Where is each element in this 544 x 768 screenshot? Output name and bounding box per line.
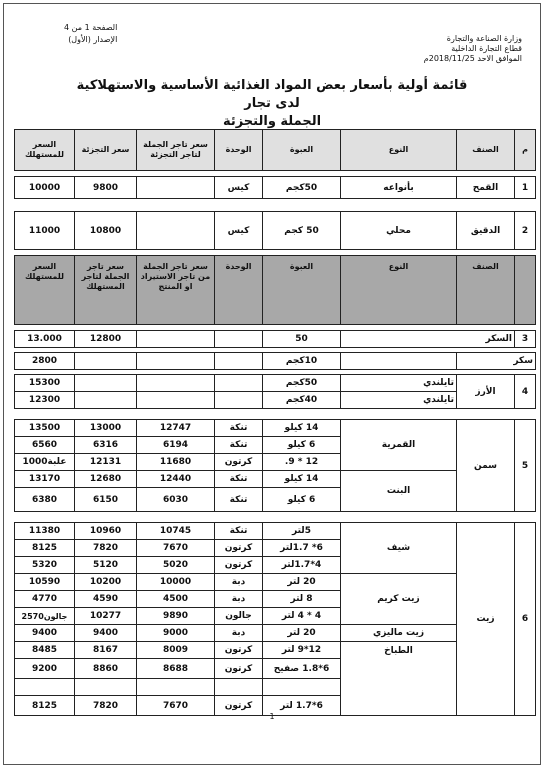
table-row: 13500 13000 12747 تنكة 14 كيلو القمرية سمن 5 xyxy=(15,420,536,437)
page-info xyxy=(64,22,117,46)
table-row: 13170 12680 12440 تنكة 14 كيلو البنت xyxy=(15,471,536,488)
table-row: 1000علبة 12131 11680 كرتون 12 * 9. xyxy=(15,454,536,471)
document-page xyxy=(3,3,541,765)
document-date: الموافق الاحد 2018/11/25م xyxy=(423,54,522,63)
sector-name: قطاع التجارة الداخلية xyxy=(451,44,522,53)
col-pack: العبوة xyxy=(263,130,341,171)
page-number: الصفحة 1 من 4 xyxy=(64,23,118,32)
table-row: 8485 8167 8009 كرتون 12*9 لتر الطباخ xyxy=(15,642,536,659)
title-line-1: قائمة أولية بأسعار بعض المواد الغذائية الأساسية والاستهلاكية لدى تجار xyxy=(76,78,468,111)
title-line-2: الجملة والتجزئة xyxy=(222,114,322,129)
table-row: 10590 10200 10000 دبة 20 لتر زيت كريم xyxy=(15,574,536,591)
price-table xyxy=(14,129,536,716)
table-row: 2570جالون 10277 9890 جالون 4 * 4 لتر xyxy=(15,608,536,625)
col-retail: سعر التجزئة xyxy=(75,130,137,171)
table-row: 6380 6150 6030 تنكة 6 كيلو xyxy=(15,488,536,512)
table-row: 8125 7820 7670 كرتون 6*1.7 لتر xyxy=(15,696,536,716)
col-consumer: السعر للمستهلك xyxy=(15,130,75,171)
table-row: 12300 40كجم تايلندي xyxy=(15,392,536,409)
table-row: 4770 4590 4500 دبة 8 لتر xyxy=(15,591,536,608)
table-header xyxy=(15,130,536,171)
table-row: 8125 7820 7670 كرتون 6* 1.7لتر xyxy=(15,540,536,557)
table-row: 9400 9400 9000 دبة 20 لتر زيت ماليزي xyxy=(15,625,536,642)
table-row: 10000 9800 كيس 50كجم بأنواعه القمح 1 xyxy=(15,177,536,199)
table-row: 15300 50كجم تايلندي الأرز 4 xyxy=(15,375,536,392)
page-footer: 1 xyxy=(269,712,275,721)
table-row: 6560 6316 6194 تنكة 6 كيلو xyxy=(15,437,536,454)
page-title xyxy=(64,77,480,131)
col-item: الصنف xyxy=(457,130,515,171)
ministry-name: وزارة الصناعة والتجارة xyxy=(446,34,522,43)
col-no: م xyxy=(515,130,536,171)
ministry-header xyxy=(424,34,522,64)
table-row: 13.000 12800 50 السكر 3 xyxy=(15,331,536,348)
table-row: 11000 10800 كيس 50 كجم محلي الدقيق 2 xyxy=(15,212,536,250)
table-row: 2800 10كجم سكر xyxy=(15,353,536,370)
table-row: 5320 5120 5020 كرتون 4*1.7لتر xyxy=(15,557,536,574)
col-type: النوع xyxy=(341,130,457,171)
table-row: 11380 10960 10745 تنكة 5لتر شيف زيت 6 xyxy=(15,523,536,540)
col-wholesale: سعر تاجر الجملة لتاجر التجزئة xyxy=(137,130,215,171)
col-unit: الوحدة xyxy=(215,130,263,171)
table-subheader: السعر للمستهلك سعر تاجر الجملة لتاجر المستهلك سعر تاجر الجملة من تاجر الاستيراد او المنتج الوحدة العبوة النوع الصنف xyxy=(15,256,536,325)
edition: الإصدار (الأول) xyxy=(68,35,118,44)
table-row: 9200 8860 8688 كرتون 6*1.8 صفيح xyxy=(15,659,536,679)
